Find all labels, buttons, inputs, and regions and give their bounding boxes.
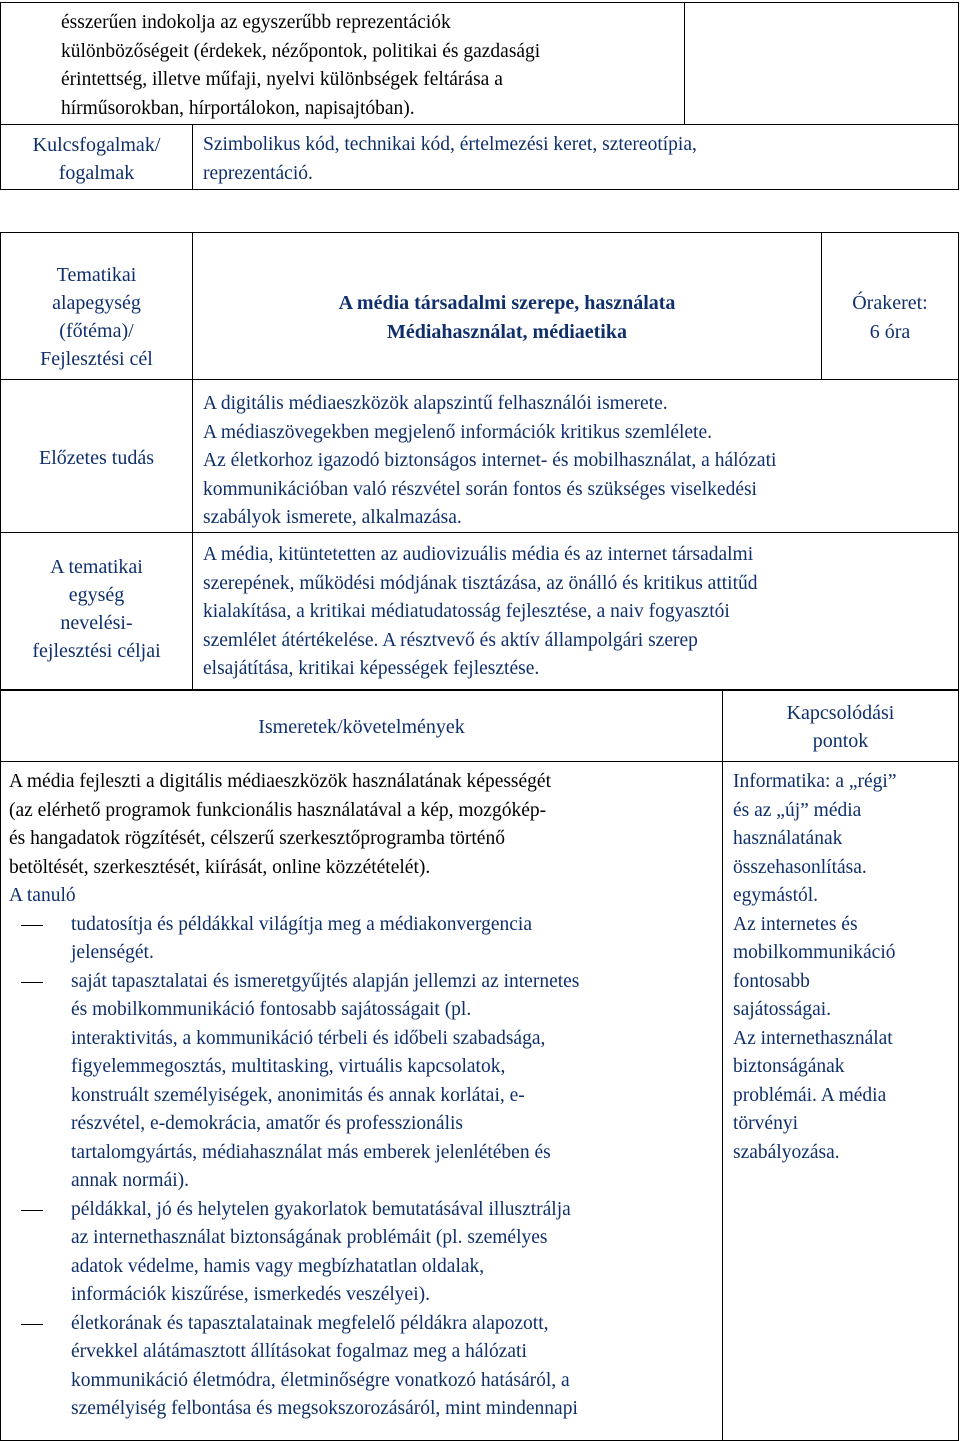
text-line: betöltését, szerkesztését, kiírását, online közzétételét). (9, 856, 431, 878)
list-item (9, 911, 722, 968)
text-line: és hangadatok rögzítését, célszerű szerkesztőprogramba történő (9, 828, 505, 849)
prior-knowledge-text: A digitális médiaeszközök alapszintű felhasználói ismerete. (203, 393, 668, 414)
text-line: életkorának és tapasztalatainak megfelelő példákra alapozott, (71, 1312, 549, 1334)
goals-label: nevelési- (60, 612, 133, 634)
text-line: részvétel, e-demokrácia, amatőr és professzionális (71, 1113, 463, 1134)
text-line: biztonságának (733, 1056, 845, 1077)
list-item (9, 968, 722, 1196)
hours-cell (821, 232, 959, 380)
text-line: fontosabb (733, 970, 810, 992)
connections-header: pontok (812, 730, 869, 752)
knowledge-body-cell (0, 761, 723, 1441)
text-line: az internethasználat biztonságának problémáit (pl. személyes (71, 1227, 548, 1248)
text-line: Az internetes és (733, 913, 858, 935)
text-line: konstruált személyiségek, anonimitás és annak korlátai, e- (71, 1084, 525, 1106)
text-line: adatok védelme, hamis vagy megbízhatatlan oldalak, (71, 1255, 485, 1277)
topic-subtitle: Médiahasználat, médiaetika (387, 321, 627, 343)
goals-text: kialakítása, a kritikai médiatudatosság fejlesztése, a naiv fogyasztói (203, 601, 730, 622)
text-line: tudatosítja és példákkal világítja meg a médiakonvergencia (71, 913, 532, 935)
keywords-text: reprezentáció. (203, 162, 313, 184)
text-line: figyelemmegosztás, multitasking, virtuális kapcsolatok, (71, 1056, 506, 1077)
keywords-label: Kulcsfogalmak/ (32, 134, 161, 156)
text-line: interaktivitás, a kommunikáció térbeli és időbeli szabadsága, (71, 1027, 546, 1049)
text-line: tartalomgyártás, médiahasználat más emberek jelenlétében és (71, 1141, 551, 1163)
knowledge-header-cell (0, 690, 723, 762)
text-line: összehasonlítása. (733, 856, 867, 878)
text-line: problémái. A média (733, 1084, 887, 1106)
text-line: különbözőségeit (érdekek, nézőpontok, politikai és gazdasági (61, 40, 541, 62)
goals-label: fejlesztési céljai (32, 640, 161, 662)
text-line: A média fejleszti a digitális médiaeszközök használatának képességét (9, 771, 552, 792)
prior-knowledge-text: kommunikációban való részvétel során fontos és szükséges viselkedési (203, 478, 757, 500)
goals-text: szerepének, működési módjának tisztázása, az önálló és kritikus attitűd (203, 572, 758, 594)
text-line: Informatika: a „régi” (733, 771, 897, 792)
goals-text: szemlélet átértékelése. A résztvevő és aktív állampolgári szerep (203, 629, 698, 651)
text-line: kommunikáció életmódra, életminőségre vonatkozó hatásáról, a (71, 1369, 570, 1391)
text-line: érintettség, illetve műfaji, nyelvi különbségek feltárása a (61, 69, 503, 90)
text-line: ésszerűen indokolja az egyszerűbb reprezentációk (61, 12, 451, 33)
text-line: annak normái). (71, 1170, 190, 1191)
prior-knowledge-text: Az életkorhoz igazodó biztonságos internet- és mobilhasználat, a hálózati (203, 450, 777, 471)
text-line: törvényi (733, 1113, 798, 1134)
text-line: egymástól. (733, 885, 819, 906)
knowledge-header: Ismeretek/követelmények (258, 716, 465, 738)
topic-label-cell (0, 232, 193, 380)
prior-knowledge-label-cell (0, 379, 193, 533)
text-line: személyiség felbontása és megsokszorozásáról, mint mindennapi (71, 1398, 578, 1419)
text-line: sajátosságai. (733, 999, 832, 1020)
text-line: A tanuló (9, 885, 76, 906)
knowledge-intro (9, 768, 722, 911)
text-line: szabályozása. (733, 1141, 840, 1163)
connections-header-cell (722, 690, 959, 762)
topic-label: Fejlesztési cél (40, 348, 153, 370)
hours-label: Órakeret: (852, 292, 928, 314)
topic-label: (főtéma)/ (59, 320, 134, 342)
goals-text: elsajátítása, kritikai képességek fejlesztése. (203, 658, 540, 679)
text-line: mobilkommunikáció (733, 942, 896, 963)
keywords-label-cell (0, 124, 193, 190)
prior-knowledge-text: A médiaszövegekben megjelenő információk kritikus szemlélete. (203, 421, 712, 443)
keywords-label: fogalmak (58, 162, 135, 184)
text-line: (az elérhető programok funkcionális használatával a kép, mozgókép- (9, 799, 547, 821)
connections-body-cell (722, 761, 959, 1441)
text-line: hírműsorokban, hírportálokon, napisajtóban). (61, 97, 415, 119)
text-line: saját tapasztalatai és ismeretgyűjtés alapján jellemzi az internetes (71, 970, 580, 992)
connections-header: Kapcsolódási (786, 702, 895, 724)
list-item (9, 1310, 722, 1424)
continuation-cell (53, 2, 684, 124)
text-line: Az internethasználat (733, 1027, 893, 1049)
connections-text (733, 768, 958, 1167)
prior-knowledge-text: szabályok ismerete, alkalmazása. (203, 507, 462, 528)
goals-cell (192, 532, 959, 690)
prior-knowledge-label: Előzetes tudás (39, 447, 154, 469)
text-line: érvekkel alátámasztott állításokat fogalmaz meg a hálózati (71, 1341, 527, 1362)
goals-label: egység (68, 584, 125, 606)
text-line: és az „új” média (733, 799, 862, 821)
prior-knowledge-cell (192, 379, 959, 533)
continuation-text (61, 9, 684, 123)
keywords-cell (192, 124, 959, 190)
text-line: használatának (733, 828, 843, 849)
topic-label: alapegység (52, 292, 141, 314)
text-line: jelenségét. (71, 942, 154, 963)
text-line: példákkal, jó és helytelen gyakorlatok bemutatásával illusztrálja (71, 1198, 571, 1220)
list-item (9, 1196, 722, 1310)
text-line: információk kiszűrése, ismerkedés veszélyei). (71, 1284, 430, 1305)
hours-value: 6 óra (869, 321, 911, 343)
goals-label: A tematikai (50, 556, 143, 578)
topic-label: Tematikai (56, 264, 137, 286)
continuation-cell-right (684, 2, 959, 124)
text-line: és mobilkommunikáció fontosabb sajátosságait (pl. (71, 999, 472, 1020)
topic-title-cell (192, 232, 822, 380)
goals-label-cell (0, 532, 193, 690)
topic-title: A média társadalmi szerepe, használata (338, 292, 676, 314)
goals-text: A média, kitüntetetten az audiovizuális média és az internet társadalmi (203, 544, 754, 565)
keywords-text: Szimbolikus kód, technikai kód, értelmezési keret, sztereotípia, (203, 134, 697, 155)
